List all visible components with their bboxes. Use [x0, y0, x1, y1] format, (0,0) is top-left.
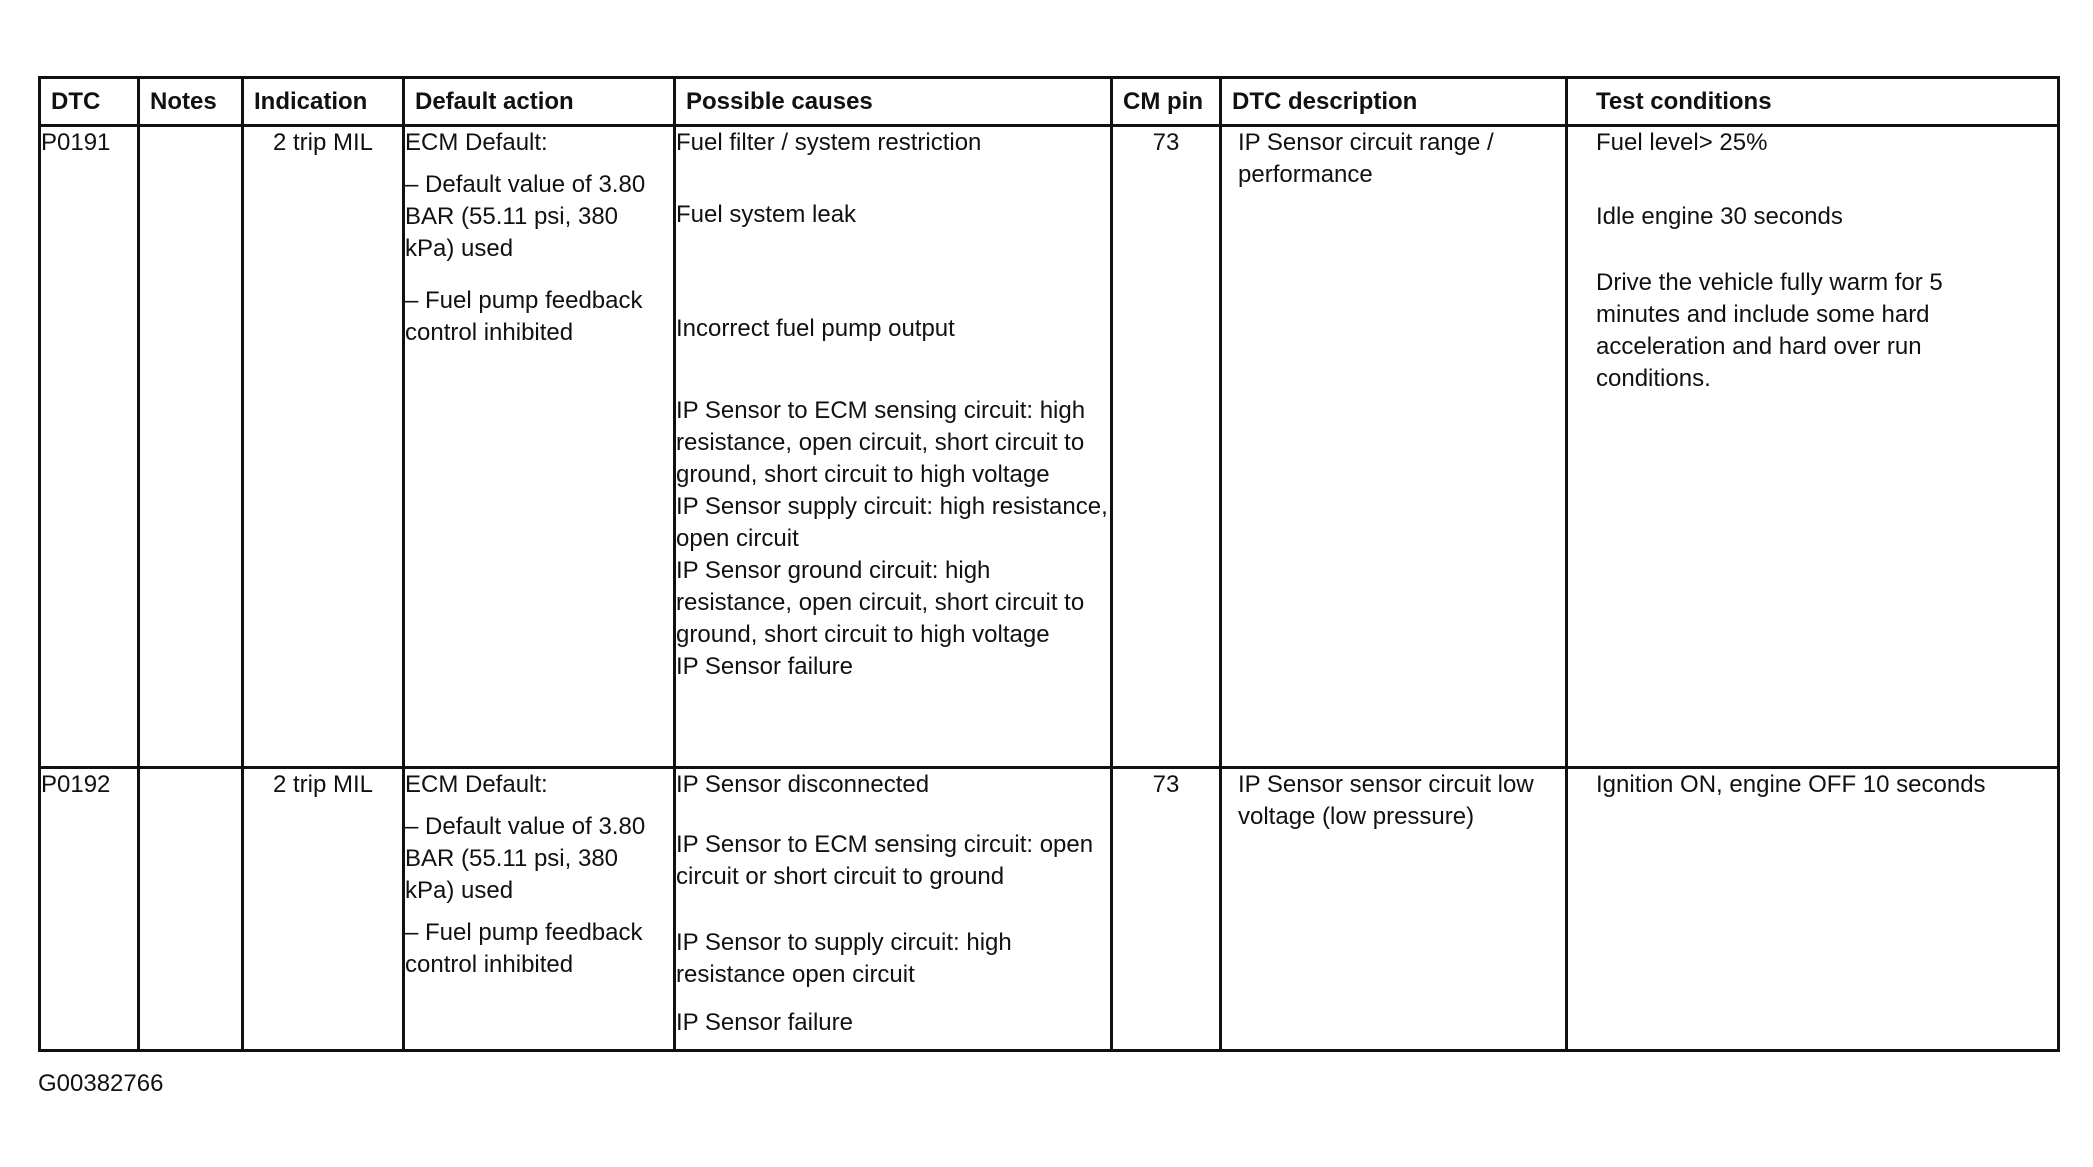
dtc-description-cell: IP Sensor circuit range / performance: [1221, 126, 1567, 768]
test-condition-item: Idle engine 30 seconds: [1596, 203, 1843, 230]
indication-cell: 2 trip MIL: [243, 126, 404, 768]
cause-item: IP Sensor disconnected: [676, 771, 930, 798]
header-possible-causes: Possible causes: [675, 78, 1112, 126]
cause-item: IP Sensor to supply circuit: high resistance open circuit: [676, 929, 1012, 988]
table-row: [40, 126, 2059, 768]
default-action-line: ECM Default:: [405, 129, 548, 156]
notes-cell: [139, 768, 243, 1051]
cause-item: IP Sensor supply circuit: high resistance, open circuit: [676, 493, 1108, 552]
default-action-line: – Fuel pump feedback control inhibited: [405, 919, 643, 978]
cause-item: IP Sensor ground circuit: high resistance, open circuit, short circuit to ground, short circuit to high voltage: [676, 557, 1085, 648]
default-action-cell: [404, 768, 675, 1051]
cause-item: Fuel system leak: [676, 201, 857, 228]
default-action-line: ECM Default:: [405, 771, 548, 798]
header-default-action: Default action: [404, 78, 675, 126]
cause-item: Fuel filter / system restriction: [676, 129, 982, 156]
cause-item: IP Sensor to ECM sensing circuit: open circuit or short circuit to ground: [676, 831, 1094, 890]
header-dtc-description: DTC description: [1221, 78, 1567, 126]
header-cm-pin: CM pin: [1112, 78, 1221, 126]
header-notes: Notes: [139, 78, 243, 126]
test-conditions-cell: [1567, 126, 2059, 768]
cm-pin-cell: 73: [1112, 126, 1221, 768]
cm-pin-cell: 73: [1112, 768, 1221, 1051]
default-action-cell: [404, 126, 675, 768]
default-action-line: – Fuel pump feedback control inhibited: [405, 287, 643, 346]
table-row: [40, 768, 2059, 1051]
dtc-code: P0191: [40, 126, 139, 768]
possible-causes-cell: [675, 768, 1112, 1051]
dtc-description-cell: IP Sensor sensor circuit low voltage (low pressure): [1221, 768, 1567, 1051]
notes-cell: [139, 126, 243, 768]
dtc-table: [38, 76, 2060, 1052]
dtc-code: P0192: [40, 768, 139, 1051]
cause-item: IP Sensor failure: [676, 1009, 853, 1036]
possible-causes-cell: [675, 126, 1112, 768]
cause-item: IP Sensor to ECM sensing circuit: high resistance, open circuit, short circuit to ground, short circuit to high voltage: [676, 397, 1086, 488]
header-row: [40, 78, 2059, 126]
cause-item: IP Sensor failure: [676, 653, 853, 680]
test-condition-item: Fuel level> 25%: [1596, 129, 1768, 156]
test-conditions-cell: [1567, 768, 2059, 1051]
header-dtc: DTC: [40, 78, 139, 126]
header-test-conditions: Test conditions: [1567, 78, 2059, 126]
header-indication: Indication: [243, 78, 404, 126]
default-action-line: – Default value of 3.80 BAR (55.11 psi, 380 kPa) used: [405, 813, 646, 904]
figure-id: G00382766: [38, 1070, 164, 1097]
test-condition-item: Drive the vehicle fully warm for 5 minutes and include some hard acceleration and hard over run conditions.: [1596, 269, 1943, 392]
default-action-line: – Default value of 3.80 BAR (55.11 psi, 380 kPa) used: [405, 171, 646, 262]
cause-item: Incorrect fuel pump output: [676, 315, 955, 342]
indication-cell: 2 trip MIL: [243, 768, 404, 1051]
test-condition-item: Ignition ON, engine OFF 10 seconds: [1596, 771, 1986, 798]
